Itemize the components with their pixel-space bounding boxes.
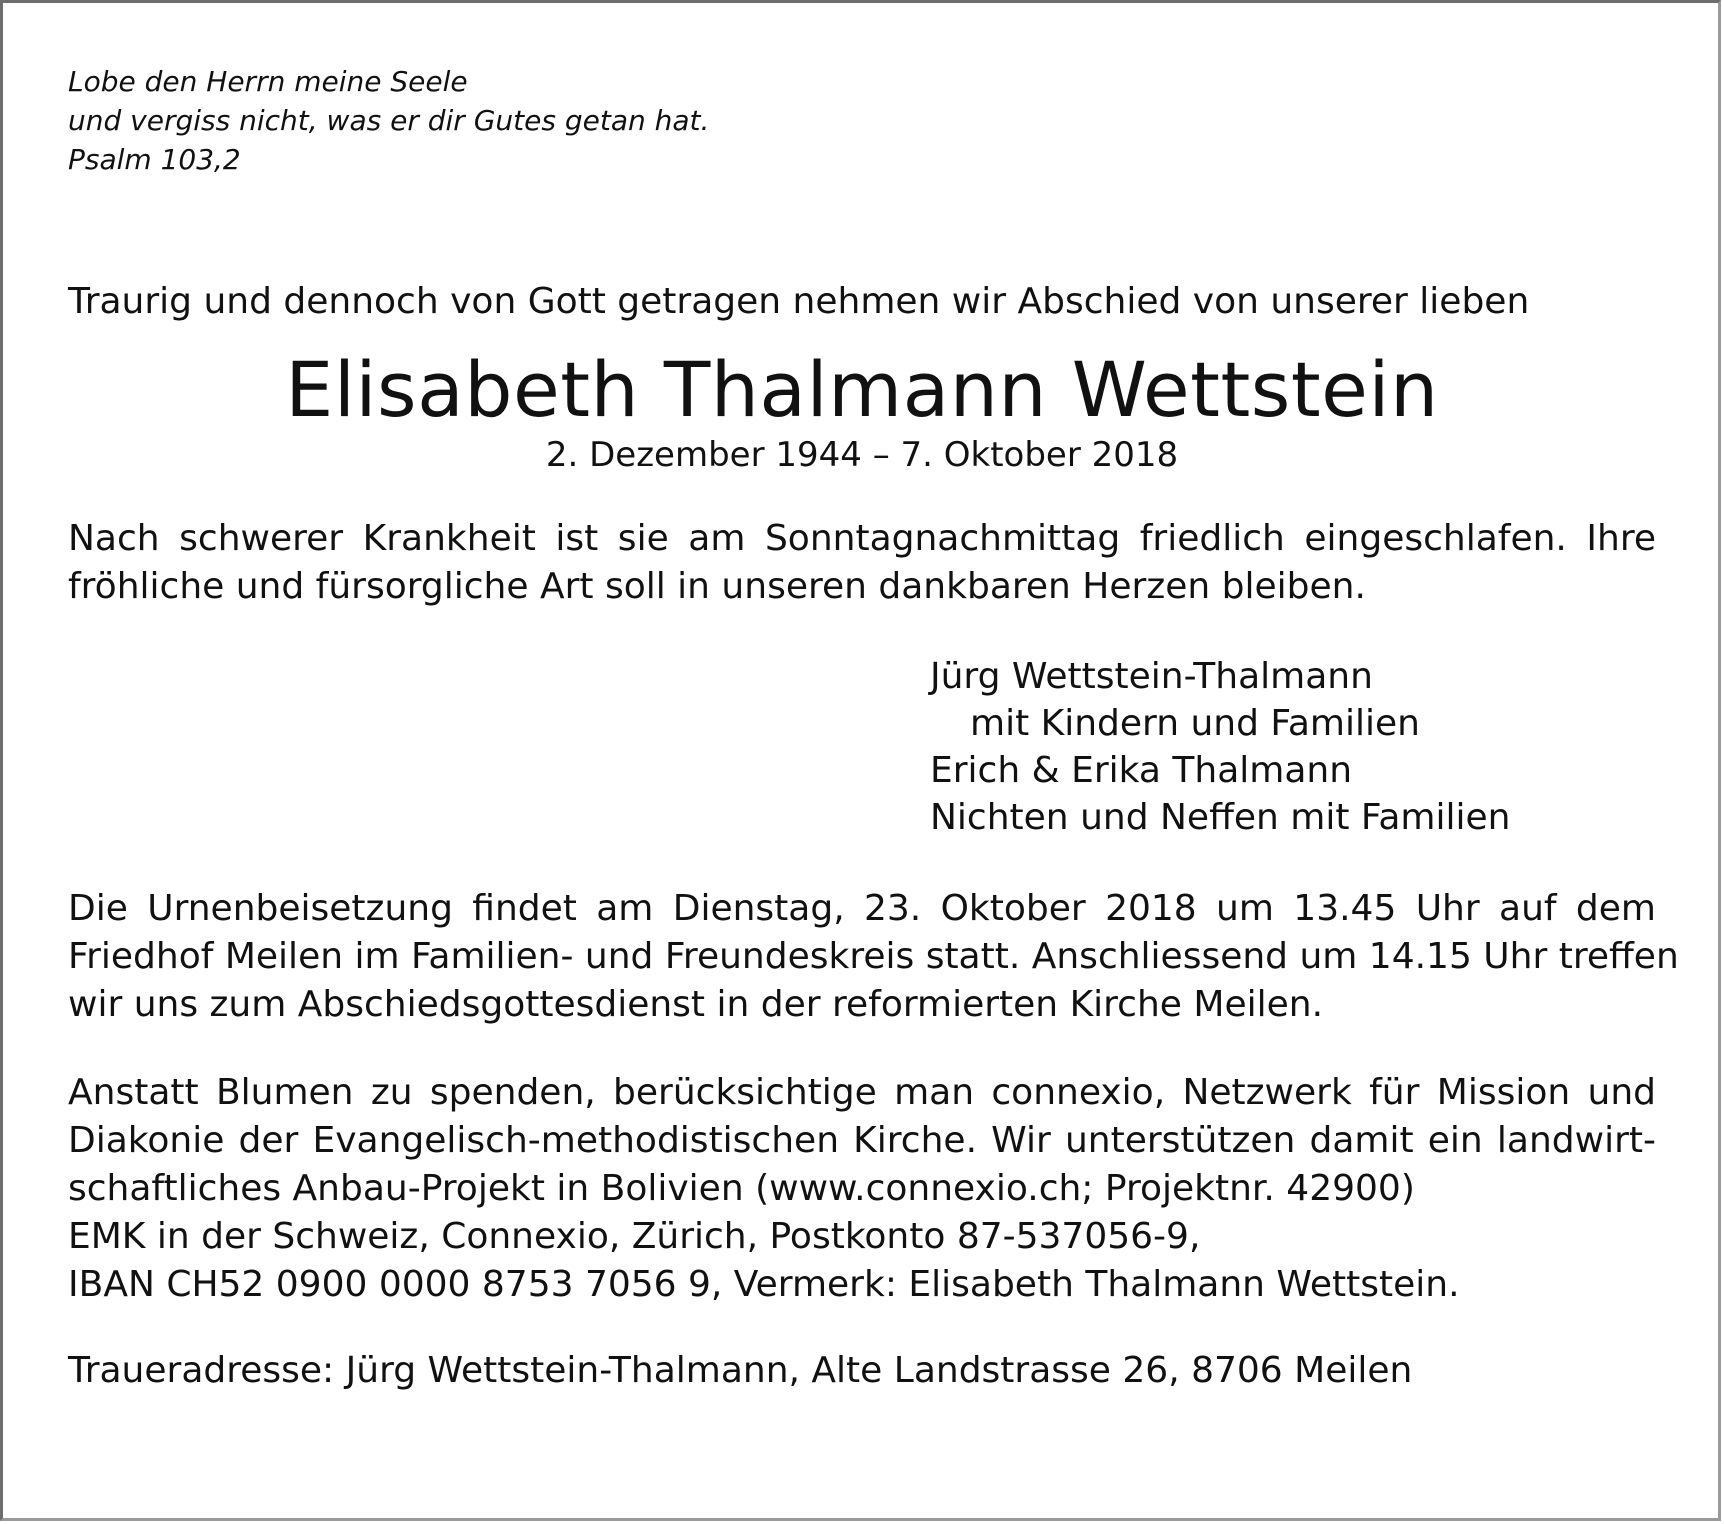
ceremony-line: wir uns zum Abschiedsgottesdienst in der reformierten Kirche Meilen. (68, 984, 1324, 1025)
donation-line: schaftliches Anbau-Projekt in Bolivien (www.connexio.ch; Projektnr. 42900) (68, 1168, 1415, 1209)
obituary-notice (68, 62, 1679, 1395)
mourner: Nichten und Neffen mit Familien (930, 797, 1511, 838)
donation-line: Diakonie der Evangelisch-methodistischen Kirche. Wir unterstützen damit ein landwirt- (68, 1120, 1656, 1161)
psalm-quote (68, 62, 1656, 179)
donation-line: IBAN CH52 0900 0000 8753 7056 9, Vermerk: Elisabeth Thalmann Wettstein. (68, 1264, 1460, 1305)
mourner: mit Kindern und Familien (970, 703, 1420, 744)
ceremony-line: Friedhof Meilen im Familien- und Freundeskreis statt. Anschliessend um 14.15 Uhr treffen (68, 936, 1679, 977)
message-line: Nach schwerer Krankheit ist sie am Sonntagnachmittag friedlich eingeschlafen. Ihre (68, 518, 1656, 559)
mourner: Erich & Erika Thalmann (930, 750, 1353, 791)
mourner: Jürg Wettstein-Thalmann (930, 656, 1373, 697)
donation-paragraph (68, 1069, 1656, 1309)
donation-line: Anstatt Blumen zu spenden, berücksichtige man connexio, Netzwerk für Mission und (68, 1072, 1656, 1113)
intro-text: Traurig und dennoch von Gott getragen nehmen wir Abschied von unserer lieben (68, 281, 1530, 322)
psalm-line: Lobe den Herrn meine Seele (68, 65, 468, 98)
message-line: fröhliche und fürsorgliche Art soll in unseren dankbaren Herzen bleiben. (68, 566, 1366, 607)
donation-line: EMK in der Schweiz, Connexio, Zürich, Postkonto 87-537056-9, (68, 1216, 1201, 1257)
psalm-line: und vergiss nicht, was er dir Gutes getan hat. (68, 104, 710, 137)
mourning-address: Traueradresse: Jürg Wettstein-Thalmann, Alte Landstrasse 26, 8706 Meilen (68, 1350, 1413, 1391)
psalm-reference: Psalm 103,2 (68, 143, 241, 176)
life-dates: 2. Dezember 1944 – 7. Oktober 2018 (545, 435, 1179, 475)
deceased-name: Elisabeth Thalmann Wettstein (285, 345, 1439, 434)
message-paragraph (68, 515, 1656, 611)
ceremony-line: Die Urnenbeisetzung findet am Dienstag, 23. Oktober 2018 um 13.45 Uhr auf dem (68, 888, 1656, 929)
ceremony-paragraph (68, 885, 1679, 1029)
mourners-list (930, 653, 1656, 841)
